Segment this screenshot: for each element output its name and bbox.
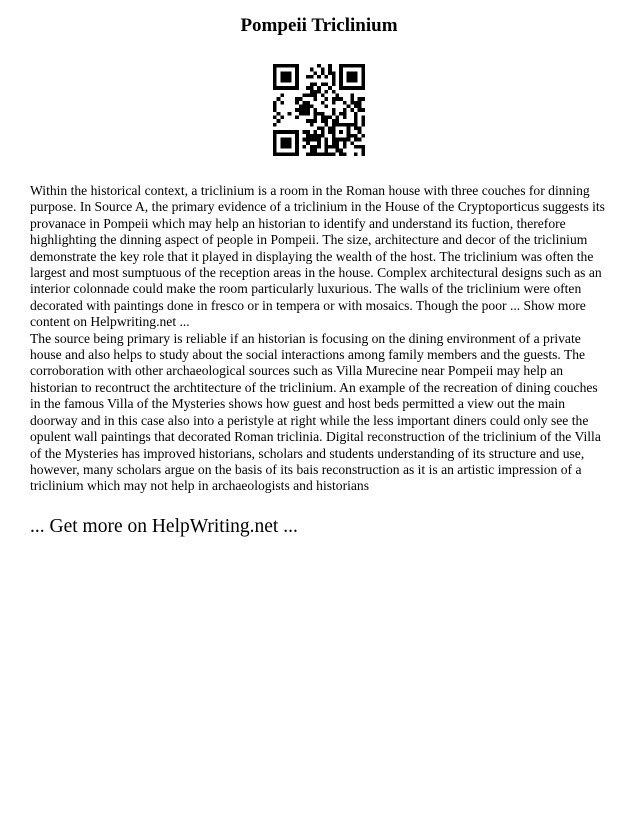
qr-code-icon xyxy=(273,64,365,156)
paragraph-1: Within the historical context, a triclinium is a room in the Roman house with three couches for dinning purpose. In Source A, the primary evidence of a triclinium in the House of the Cryptoporticus suggests its provanace in Pompeii which may help an historian to identify and understand its fuction, therefore highlighting the dinning aspect of people in Pompeii. The size, architecture and decor of the triclinium demonstrate the key role that it played in displaying the wealth of the host. The triclinium was often the largest and most sumptuous of the reception areas in the house. Complex architectural designs such as an interior colonnade could make the room particularly luxurious. The walls of the triclinium were often decorated with paintings done in fresco or in tempera or with mosaics. Though the poor ... Show more content on Helpwriting.net ... xyxy=(30,183,605,330)
paragraph-2: The source being primary is reliable if an historian is focusing on the dining environment of a private house and also helps to study about the social interactions among family members and the guests. The corroboration with other archaeological sources such as Villa Murecine near Pompeii may help an historian to recontruct the archtitecture of the triclinium. An example of the recreation of dining couches in the famous Villa of the Mysteries shows how guest and host beds permitted a view out the main doorway and in this case also into a peristyle at right while the less important diners could only see the opulent wall paintings that decorated Roman triclinia. Digital reconstruction of the triclinium of the Villa of the Mysteries has improved historians, scholars and students understanding of its structure and use, however, many scholars argue on the basis of its bais reconstruction as it is an artistic impression of a triclinium which may not help in archaeologists and historians xyxy=(30,330,601,494)
article-body xyxy=(30,183,608,495)
get-more-link[interactable]: ... Get more on HelpWriting.net ... xyxy=(30,516,298,537)
page-title: Pompeii Triclinium xyxy=(240,15,398,36)
qr-code-modules xyxy=(273,64,365,156)
